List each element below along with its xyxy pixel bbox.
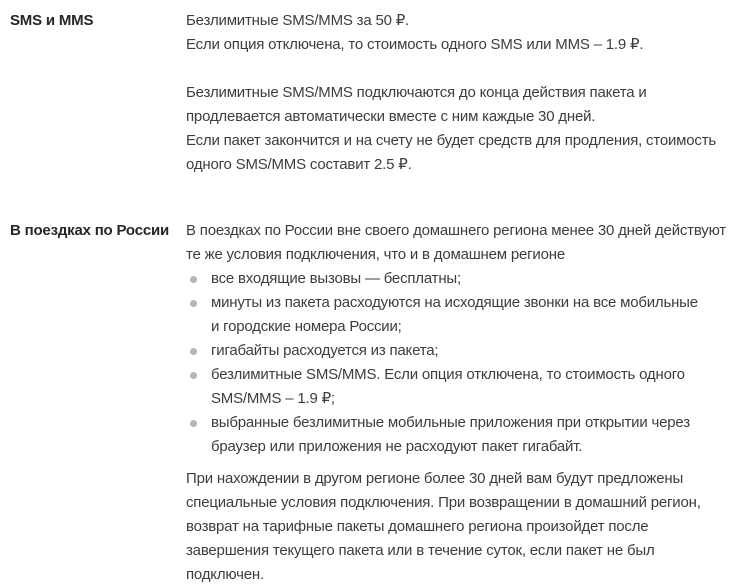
list-item-text <box>211 267 461 291</box>
section-row <box>0 9 741 177</box>
paragraph <box>186 467 741 587</box>
section-row <box>0 219 741 587</box>
paragraph <box>186 81 741 177</box>
text-line: При нахождении в другом регионе более 30 дней вам будут предложены <box>186 470 684 487</box>
text-line: возврат на тарифные пакеты домашнего региона произойдет после <box>186 518 649 535</box>
bullet-icon <box>190 372 197 379</box>
text-line: браузер или приложения не расходуют пакет гигабайт. <box>211 438 583 455</box>
text-line: подключен. <box>186 566 264 583</box>
bullet-icon <box>190 300 197 307</box>
text-line: специальные условия подключения. При возвращении в домашний регион, <box>186 494 701 511</box>
bullet-icon <box>190 276 197 283</box>
list-item-text <box>211 339 438 363</box>
list-item-text <box>211 411 690 459</box>
bullet-list <box>186 267 741 459</box>
bullet-icon <box>190 348 197 355</box>
bullet-icon <box>190 420 197 427</box>
paragraph <box>186 219 741 267</box>
text-line: продлевается автоматически вместе с ним каждые 30 дней. <box>186 108 596 125</box>
text-line: безлимитные SMS/MMS. Если опция отключена, то стоимость одного <box>211 366 685 383</box>
text-line: гигабайты расходуется из пакета; <box>211 342 439 359</box>
text-line: Безлимитные SMS/MMS за 50 ₽. <box>186 12 410 29</box>
text-line: Если пакет закончится и на счету не будет средств для продления, стоимость <box>186 132 717 149</box>
text-line: одного SMS/MMS составит 2.5 ₽. <box>186 156 412 173</box>
text-line: те же условия подключения, что и в домашнем регионе <box>186 246 565 263</box>
section-label: SMS и MMS <box>10 12 94 29</box>
text-line: все входящие вызовы — бесплатны; <box>211 270 461 287</box>
list-item-text <box>211 291 698 339</box>
text-line: завершения текущего пакета или в течение суток, если пакет не был <box>186 542 655 559</box>
text-line: Если опция отключена, то стоимость одного SMS или MMS – 1.9 ₽. <box>186 36 644 53</box>
text-line: SMS/MMS – 1.9 ₽; <box>211 390 335 407</box>
list-item <box>186 363 741 411</box>
section-label: В поездках по России <box>10 222 170 239</box>
list-item <box>186 291 741 339</box>
list-item <box>186 411 741 459</box>
text-line: В поездках по России вне своего домашнего региона менее 30 дней действуют <box>186 222 726 239</box>
text-line: минуты из пакета расходуются на исходящие звонки на все мобильные <box>211 294 698 311</box>
text-line: выбранные безлимитные мобильные приложения при открытии через <box>211 414 690 431</box>
list-item-text <box>211 363 685 411</box>
section-content <box>186 9 741 177</box>
text-line: и городские номера России; <box>211 318 402 335</box>
paragraph <box>186 9 741 57</box>
list-item <box>186 339 741 363</box>
list-item <box>186 267 741 291</box>
text-line: Безлимитные SMS/MMS подключаются до конца действия пакета и <box>186 84 647 101</box>
section-content <box>186 219 741 587</box>
